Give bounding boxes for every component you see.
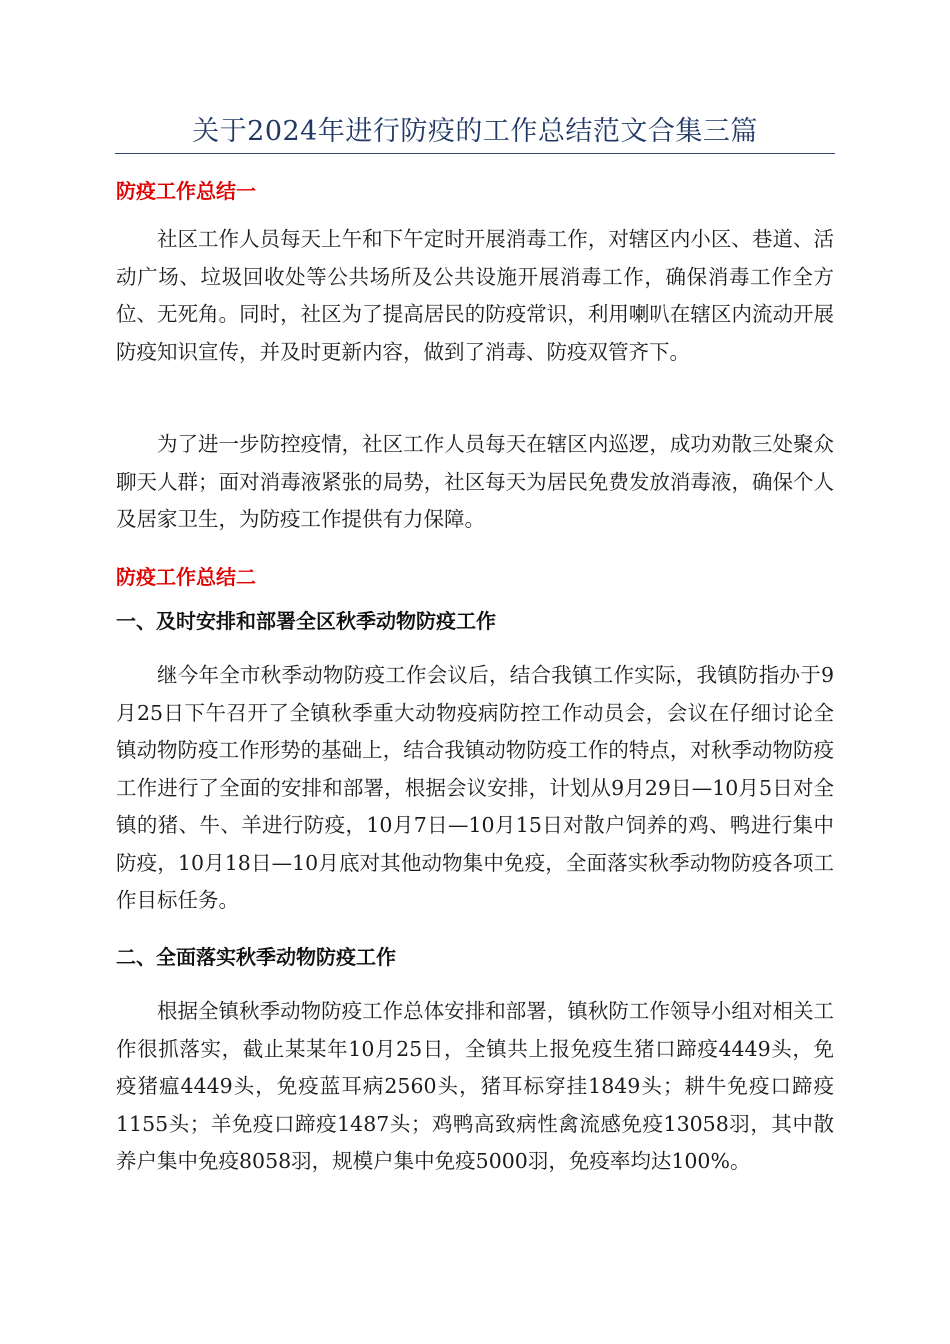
section-heading-1: 防疫工作总结一 (116, 179, 256, 203)
subsection-heading-2: 二、全面落实秋季动物防疫工作 (116, 945, 396, 969)
title-underline (115, 153, 835, 154)
section1-paragraph-2: 为了进一步防控疫情，社区工作人员每天在辖区内巡逻，成功劝散三处聚众聊天人群；面对消毒液紧张的局势，社区每天为居民免费发放消毒液，确保个人及居家卫生，为防疫工作提供有力保障。 (116, 432, 834, 531)
subsection2-paragraph: 根据全镇秋季动物防疫工作总体安排和部署，镇秋防工作领导小组对相关工作很抓落实，截止某某年10月25日，全镇共上报免疫生猪口蹄疫4449头，免疫猪瘟4449头，免疫蓝耳病2560头，猪耳标穿挂1849头；耕牛免疫口蹄疫1155头；羊免疫口蹄疫1487头；鸡鸭高致病性禽流感免疫13058羽，其中散养户集中免疫8058羽，规模户集中免疫5000羽，免疫率均达100%。 (116, 999, 834, 1173)
section-heading-2: 防疫工作总结二 (116, 565, 256, 589)
subsection1-paragraph: 继今年全市秋季动物防疫工作会议后，结合我镇工作实际，我镇防指办于9月25日下午召开了全镇秋季重大动物疫病防控工作动员会，会议在仔细讨论全镇动物防疫工作形势的基础上，结合我镇动物防疫工作的特点，对秋季动物防疫工作进行了全面的安排和部署，根据会议安排，计划从9月29日—10月5日对全镇的猪、牛、羊进行防疫，10月7日—10月15日对散户饲养的鸡、鸭进行集中防疫，10月18日—10月底对其他动物集中免疫，全面落实秋季动物防疫各项工作目标任务。 (116, 663, 834, 912)
document-title: 关于2024年进行防疫的工作总结范文合集三篇 (192, 116, 758, 147)
subsection-heading-1: 一、及时安排和部署全区秋季动物防疫工作 (116, 609, 496, 633)
section1-paragraph-1: 社区工作人员每天上午和下午定时开展消毒工作，对辖区内小区、巷道、活动广场、垃圾回收处等公共场所及公共设施开展消毒工作，确保消毒工作全方位、无死角。同时，社区为了提高居民的防疫常识，利用喇叭在辖区内流动开展防疫知识宣传，并及时更新内容，做到了消毒、防疫双管齐下。 (116, 227, 834, 364)
